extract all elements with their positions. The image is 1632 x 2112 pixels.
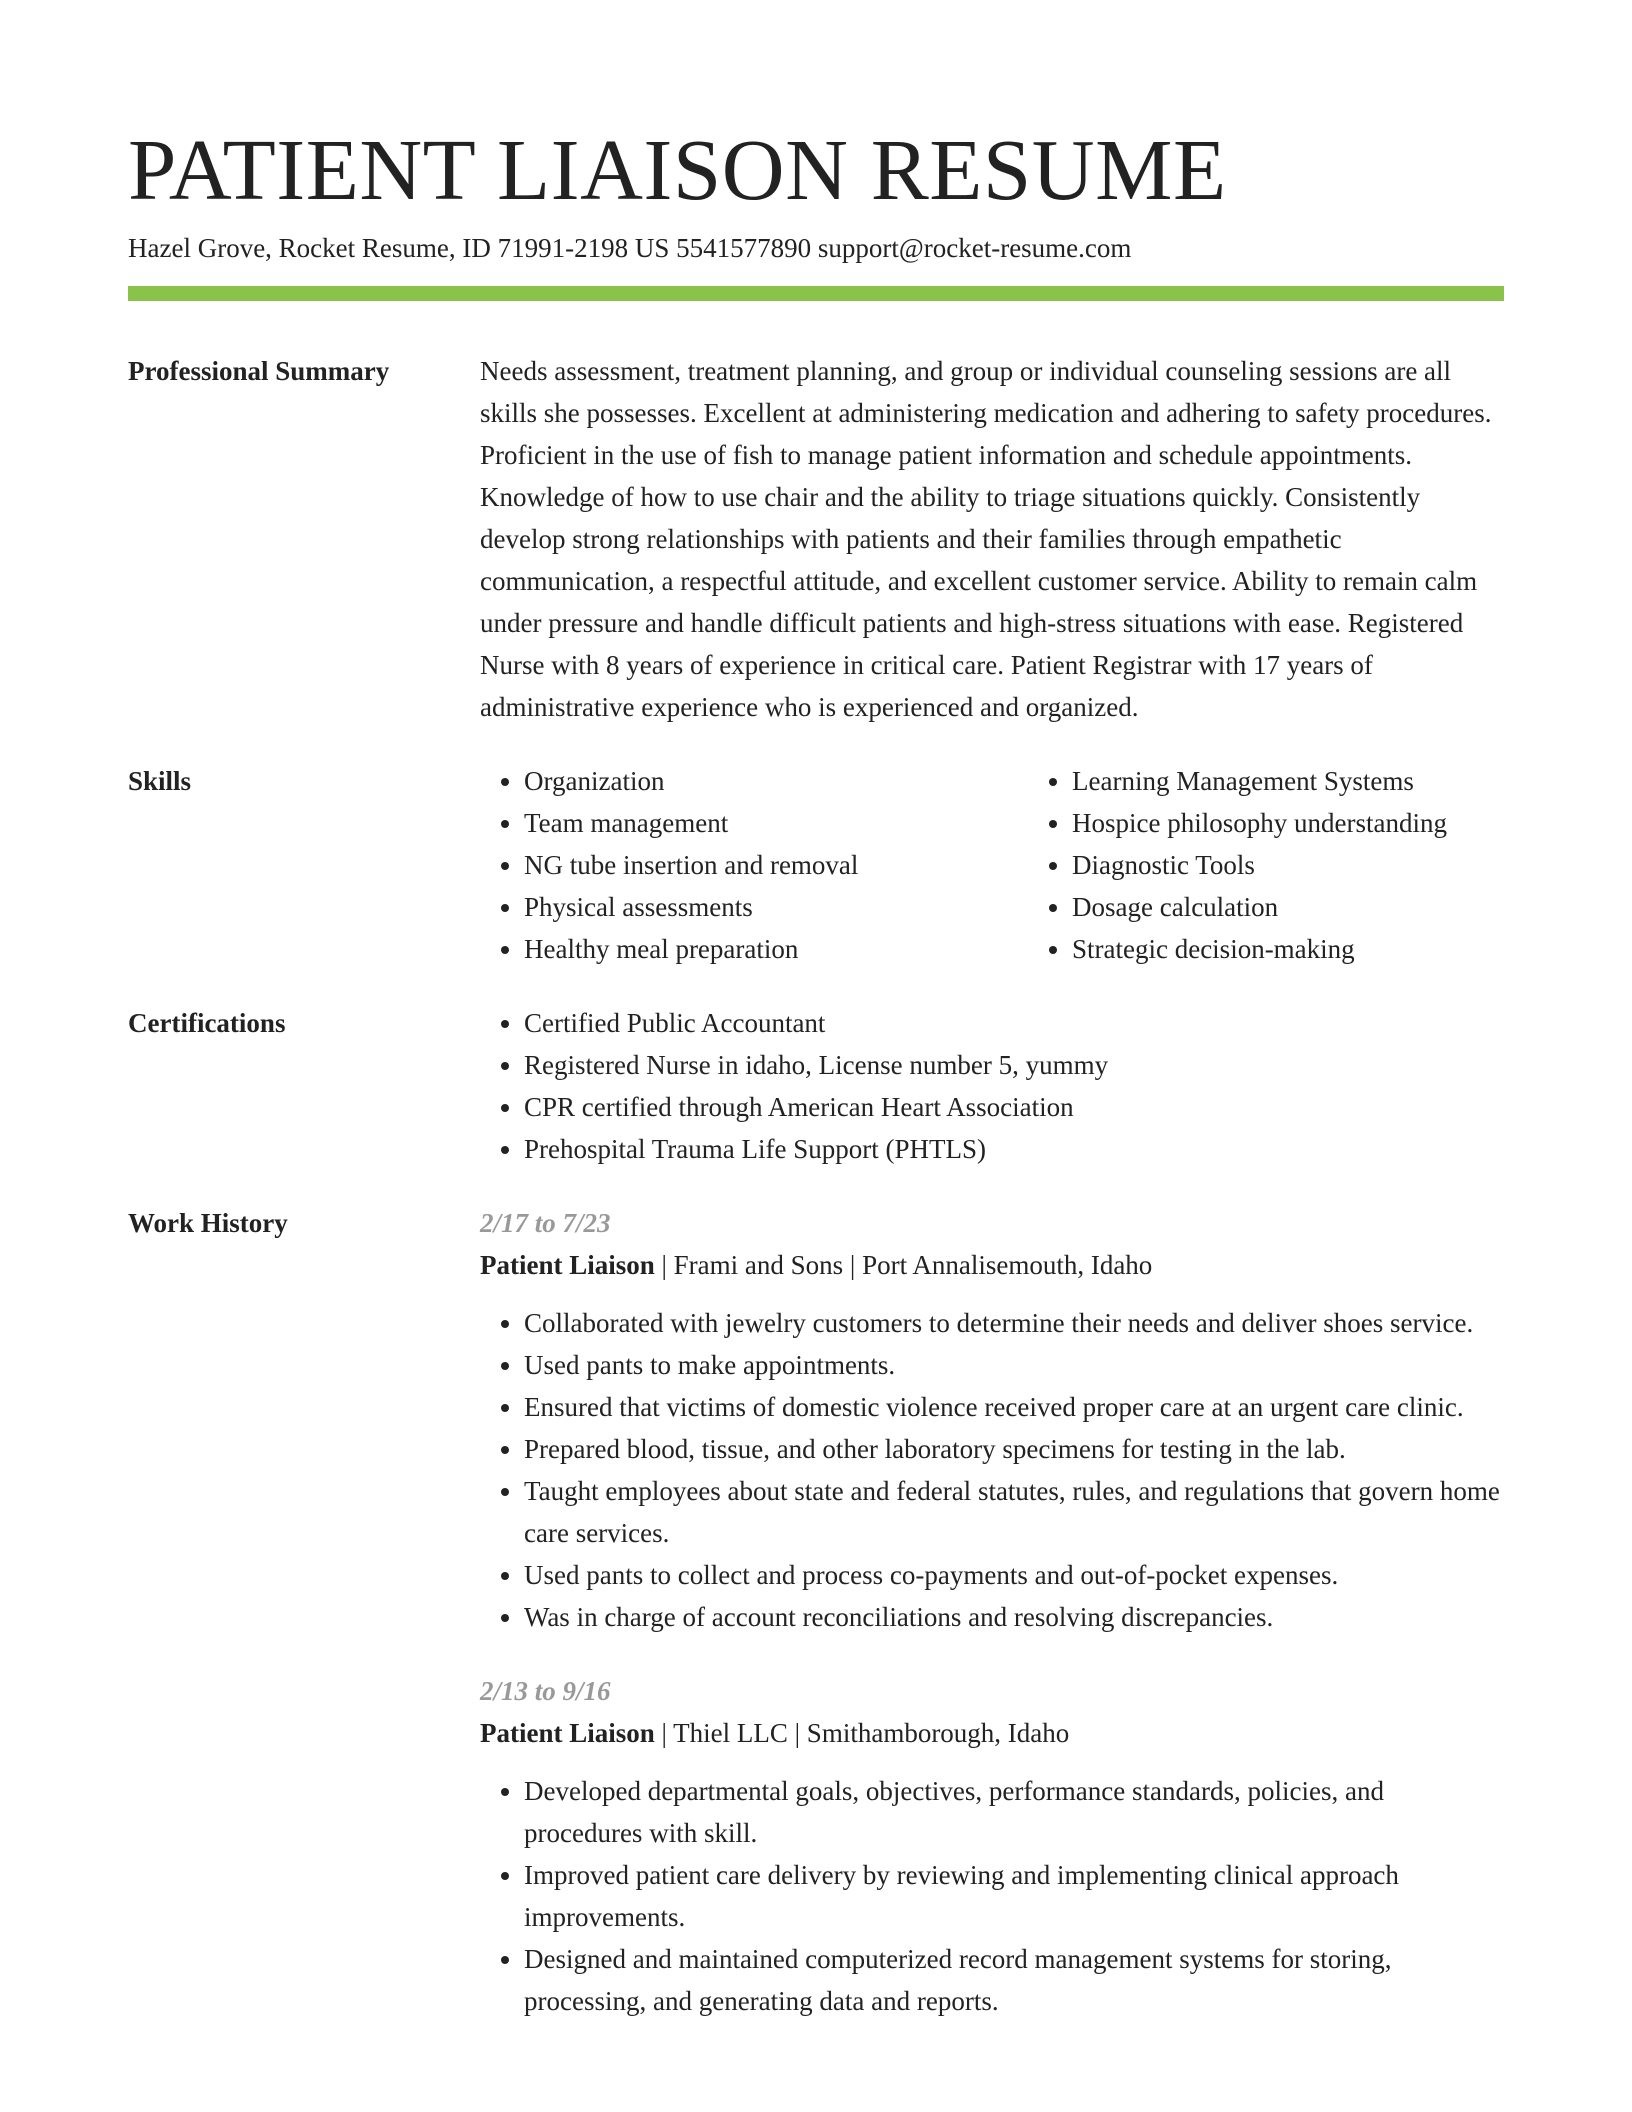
job-duty: • Used pants to collect and process co-payments and out-of-pocket expenses. — [524, 1554, 1504, 1596]
certifications-section — [128, 1002, 1504, 1170]
job-employer-location: | Thiel LLC | Smithamborough, Idaho — [654, 1718, 1070, 1748]
certifications-content — [480, 1002, 1504, 1170]
job-heading — [480, 1244, 1504, 1286]
work-history-content — [480, 1202, 1504, 2022]
skill-item: • Strategic decision-making — [1072, 928, 1592, 970]
job-title: Patient Liaison — [480, 1250, 655, 1280]
job-duty: • Designed and maintained computerized record management systems for storing, processing, and generating data and reports. — [524, 1938, 1504, 2022]
job-duty: • Ensured that victims of domestic violence received proper care at an urgent care clinic. — [524, 1386, 1504, 1428]
skills-section — [128, 760, 1504, 970]
job-dates: 2/13 to 9/16 — [480, 1676, 611, 1706]
certification-item: • Prehospital Trauma Life Support (PHTLS) — [524, 1128, 1504, 1170]
certification-item: • Registered Nurse in idaho, License number 5, yummy — [524, 1044, 1504, 1086]
work-history-heading: Work History — [128, 1208, 288, 1238]
summary-section — [128, 350, 1504, 728]
certification-item: • Certified Public Accountant — [524, 1002, 1504, 1044]
skills-heading: Skills — [128, 766, 192, 796]
job-entry — [480, 1202, 1504, 1638]
skills-grid — [480, 760, 1592, 970]
job-dates: 2/17 to 7/23 — [480, 1208, 611, 1238]
skill-item: • Healthy meal preparation — [524, 928, 1028, 970]
job-duty: • Used pants to make appointments. — [524, 1344, 1504, 1386]
skill-item: • Physical assessments — [524, 886, 1028, 928]
skills-list-left — [480, 760, 1028, 970]
summary-content — [480, 350, 1504, 728]
skill-item: • Team management — [524, 802, 1028, 844]
certification-item: • CPR certified through American Heart Association — [524, 1086, 1504, 1128]
job-duties-list — [480, 1770, 1504, 2022]
job-duty: • Taught employees about state and federal statutes, rules, and regulations that govern home care services. — [524, 1470, 1504, 1554]
job-duty: • Was in charge of account reconciliations and resolving discrepancies. — [524, 1596, 1504, 1638]
job-title: Patient Liaison — [480, 1718, 655, 1748]
accent-divider — [128, 286, 1504, 301]
skill-item: • Dosage calculation — [1072, 886, 1592, 928]
job-duty: • Prepared blood, tissue, and other laboratory specimens for testing in the lab. — [524, 1428, 1504, 1470]
skill-item: • NG tube insertion and removal — [524, 844, 1028, 886]
resume-title: PATIENT LIAISON RESUME — [128, 121, 1227, 218]
contact-line: Hazel Grove, Rocket Resume, ID 71991-2198 US 5541577890 support@rocket-resume.com — [128, 233, 1132, 263]
summary-text: Needs assessment, treatment planning, and group or individual counseling sessions are all skills she possesses. Excellent at administering medication and adhering to safety procedures. Proficient in the use of fish to manage patient information and schedule appointments. Knowledge of how to use chair and the ability to triage situations quickly. Consistently develop strong relationships with patients and their families through empathetic communication, a respectful attitude, and excellent customer service. Ability to remain calm under pressure and handle difficult patients and high-stress situations with ease. Registered Nurse with 8 years of experience in critical care. Patient Registrar with 17 years of administrative experience who is experienced and organized. — [480, 356, 1492, 722]
certifications-list — [480, 1002, 1504, 1170]
work-history-section — [128, 1202, 1504, 2022]
skill-item: • Diagnostic Tools — [1072, 844, 1592, 886]
skills-list-right — [1028, 760, 1592, 970]
skill-item: • Organization — [524, 760, 1028, 802]
job-duty: • Collaborated with jewelry customers to determine their needs and deliver shoes service. — [524, 1302, 1504, 1344]
job-heading — [480, 1712, 1504, 1754]
job-employer-location: | Frami and Sons | Port Annalisemouth, Idaho — [654, 1250, 1153, 1280]
skill-item: • Learning Management Systems — [1072, 760, 1592, 802]
summary-heading: Professional Summary — [128, 356, 390, 386]
job-duty: • Developed departmental goals, objectives, performance standards, policies, and procedures with skill. — [524, 1770, 1504, 1854]
certifications-heading: Certifications — [128, 1008, 286, 1038]
job-entry — [480, 1670, 1504, 2022]
resume-page — [128, 0, 1504, 2022]
job-duties-list — [480, 1302, 1504, 1638]
job-duty: • Improved patient care delivery by reviewing and implementing clinical approach improvements. — [524, 1854, 1504, 1938]
skill-item: • Hospice philosophy understanding — [1072, 802, 1592, 844]
